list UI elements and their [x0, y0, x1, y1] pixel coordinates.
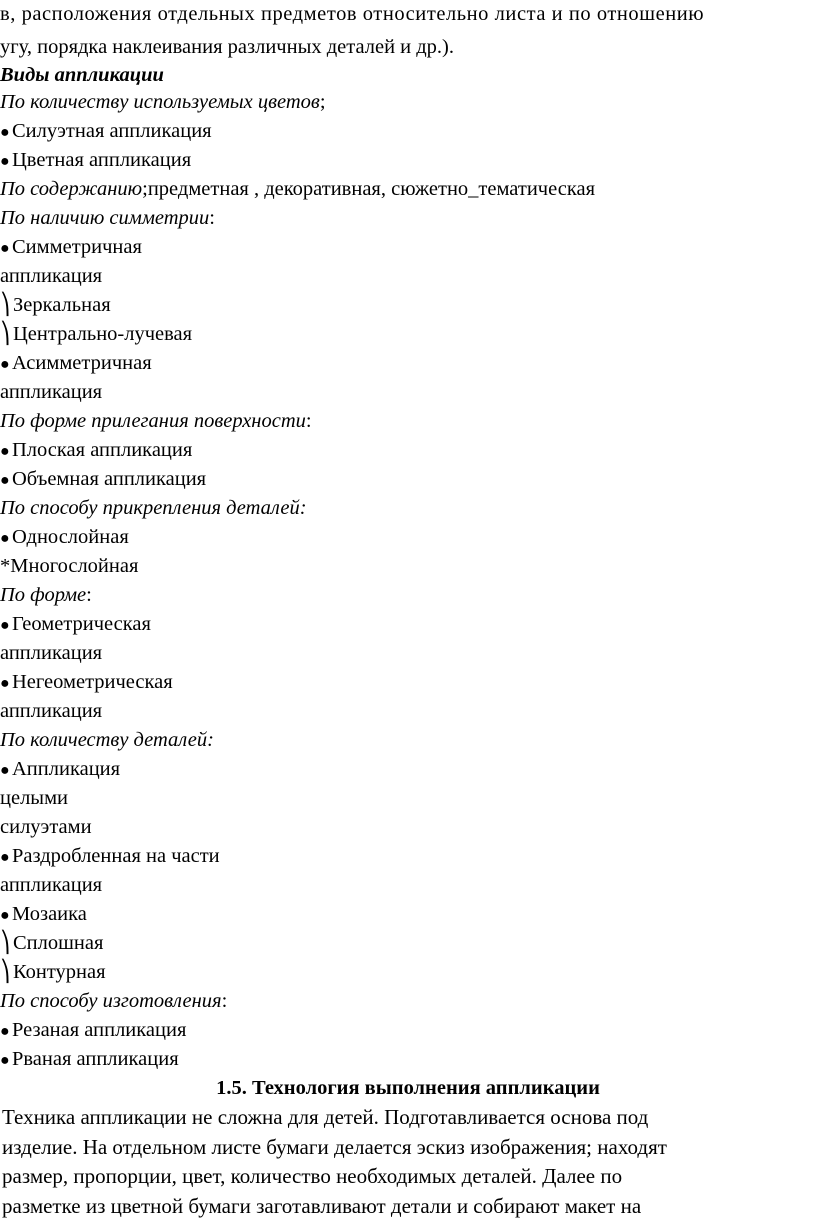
list-item-continuation: аппликация	[0, 700, 103, 722]
group-title-text: По наличию симметрии	[0, 207, 210, 229]
group-title-text: По форме прилегания поверхности	[0, 410, 306, 432]
list-item	[0, 842, 220, 871]
group-title-text: По способу изготовления	[0, 990, 222, 1012]
sub-item	[0, 291, 111, 320]
list-item-continuation: аппликация	[0, 874, 103, 896]
list-item	[0, 465, 206, 494]
brace-icon: ⎞	[0, 294, 11, 316]
group-title-punct: :	[209, 207, 215, 229]
group-title-punct: :	[305, 410, 312, 432]
bullet-icon: ●	[0, 356, 10, 373]
sub-item-label: Сплошная	[13, 932, 104, 954]
sub-item-label: Контурная	[13, 961, 106, 983]
list-item-continuation: аппликация	[0, 642, 103, 664]
list-item-label: Цветная аппликация	[12, 149, 192, 171]
brace-icon: ⎞	[0, 323, 11, 345]
list-item	[0, 755, 120, 784]
group-title-surface	[0, 407, 312, 436]
bullet-icon: ●	[0, 849, 10, 866]
group-title-content	[0, 175, 595, 204]
bullet-icon: ●	[0, 675, 10, 692]
list-item-label: Асимметричная	[12, 352, 152, 374]
list-item	[0, 1016, 186, 1045]
group-title-form	[0, 581, 92, 610]
list-item-label: Мозаика	[12, 903, 87, 925]
list-item-continuation: целыми	[0, 787, 69, 809]
bullet-icon: ●	[0, 1023, 10, 1040]
bullet-icon: ●	[0, 124, 10, 141]
sub-item	[0, 958, 106, 987]
bullet-icon: ●	[0, 472, 10, 489]
sub-item	[0, 929, 103, 958]
bullet-icon: ●	[0, 617, 10, 634]
intro-line-2: угу, порядка наклеивания различных деталей и др.).	[0, 36, 455, 58]
bullet-icon: ●	[0, 530, 10, 547]
list-item-label: Раздробленная на части	[12, 845, 220, 867]
list-item	[0, 668, 173, 697]
sub-item-label: Зеркальная	[13, 294, 111, 316]
group-title-details: По количеству деталей:	[0, 729, 214, 751]
paragraph-line: разметке из цветной бумаги заготавливают детали и собирают макет на	[2, 1193, 642, 1218]
section-title: Виды аппликации	[0, 64, 164, 86]
list-item	[0, 146, 191, 175]
group-title-method	[0, 987, 227, 1016]
sub-item-label: Центрально-лучевая	[13, 323, 193, 345]
list-item-label: Однослойная	[12, 526, 129, 548]
list-item	[0, 900, 87, 929]
group-title-rest: ;предметная , декоративная, сюжетно_тематическая	[142, 178, 596, 200]
list-item: *Многослойная	[0, 555, 139, 577]
bullet-icon: ●	[0, 153, 10, 170]
list-item-label: Объемная аппликация	[12, 468, 207, 490]
paragraph-line: изделие. На отдельном листе бумаги делается эскиз изображения; находят	[2, 1134, 667, 1159]
group-title-attachment: По способу прикрепления деталей:	[0, 497, 307, 519]
list-item-continuation: аппликация	[0, 265, 103, 287]
list-item	[0, 117, 212, 146]
list-item-continuation: силуэтами	[0, 816, 92, 838]
brace-icon: ⎞	[0, 932, 11, 954]
bullet-icon: ●	[0, 240, 10, 257]
list-item	[0, 233, 142, 262]
group-title-text: По количеству используемых цветов	[0, 91, 320, 113]
list-item-label: Геометрическая	[12, 613, 151, 635]
section-heading: 1.5. Технология выполнения аппликации	[216, 1077, 600, 1099]
list-item-label: Рваная аппликация	[12, 1048, 179, 1070]
list-item-continuation: аппликация	[0, 381, 103, 403]
group-title-punct: :	[86, 584, 92, 606]
list-item	[0, 610, 151, 639]
group-title-text: По форме	[0, 584, 87, 606]
list-item	[0, 436, 192, 465]
paragraph	[2, 1103, 814, 1221]
list-item-label: Плоская аппликация	[12, 439, 193, 461]
group-title-colors	[0, 88, 326, 117]
sub-item	[0, 320, 192, 349]
brace-icon: ⎞	[0, 961, 11, 983]
paragraph-line: Техника аппликации не сложна для детей. Подготавливается основа под	[2, 1105, 649, 1129]
group-title-punct: ;	[319, 91, 326, 113]
bullet-icon: ●	[0, 443, 10, 460]
list-item-label: Симметричная	[12, 236, 142, 258]
group-title-punct: :	[221, 990, 228, 1012]
list-item-label: Силуэтная аппликация	[12, 120, 212, 142]
list-item	[0, 1045, 179, 1074]
intro-line-1: в, расположения отдельных предметов относительно листа и по отношению	[0, 3, 705, 25]
bullet-icon: ●	[0, 907, 10, 924]
list-item-label: Аппликация	[12, 758, 121, 780]
list-item-label: Негеометрическая	[12, 671, 173, 693]
list-item	[0, 349, 152, 378]
list-item-label: Резаная аппликация	[12, 1019, 187, 1041]
group-title-text: По содержанию	[0, 178, 143, 200]
paragraph-line: размер, пропорции, цвет, количество необходимых деталей. Далее по	[2, 1164, 623, 1188]
list-item	[0, 523, 129, 552]
bullet-icon: ●	[0, 762, 10, 779]
group-title-symmetry	[0, 204, 215, 233]
bullet-icon: ●	[0, 1052, 10, 1069]
